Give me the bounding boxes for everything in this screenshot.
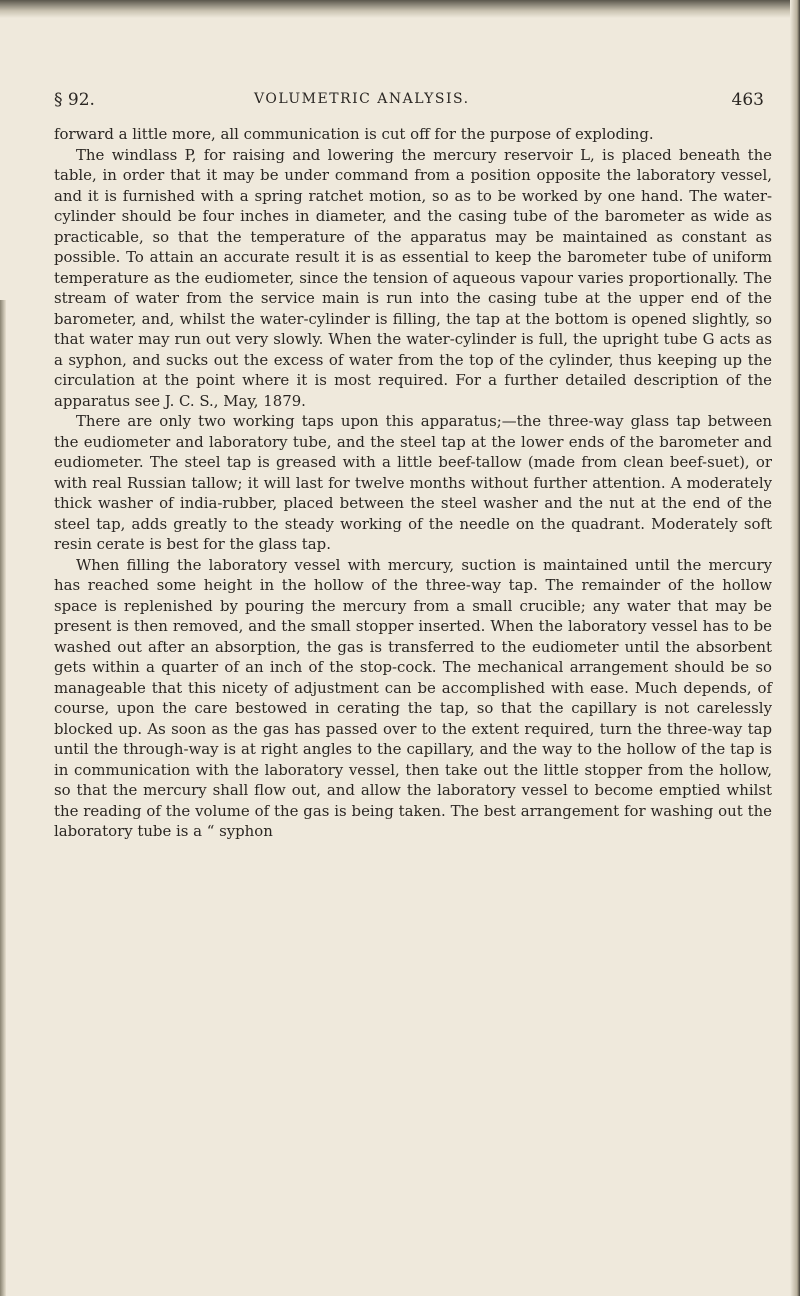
book-page — [54, 90, 772, 842]
page-number: 463 — [731, 90, 764, 110]
page-right-edge — [790, 0, 800, 1296]
paragraph: The windlass P, for raising and lowering the mercury reservoir L, is placed beneath the table, in order that it may be under command from a position opposite the laboratory vessel, and it is furnished with a spring ratchet motion, so as to be worked by one hand. The water-cylinder should be four inches in diameter, and the casing tube of the barometer as wide as practicable, so that the temperature of the apparatus may be maintained as constant as possible. To attain an accurate result it is as essential to keep the barometer tube of uniform temperature as the eudiometer, since the tension of aqueous vapour varies proportionally. The stream of water from the service main is run into the casing tube at the upper end of the barometer, and, whilst the water-cylinder is filling, the tap at the bottom is opened slightly, so that water may run out very slowly. When the water-cylinder is full, the upright tube G acts as a syphon, and sucks out the excess of water from the top of the cylinder, thus keeping up the circulation at the point where it is most required. For a further detailed description of the apparatus see J. C. S., May, 1879. — [54, 145, 772, 410]
running-header — [54, 90, 772, 114]
running-title: VOLUMETRIC ANALYSIS. — [254, 91, 470, 107]
page-left-edge — [0, 300, 6, 1296]
body-text — [54, 124, 772, 842]
paragraph: forward a little more, all communication is cut off for the purpose of exploding. — [54, 125, 654, 143]
page-top-shadow — [0, 0, 800, 18]
section-number: § 92. — [54, 90, 95, 110]
paragraph: When filling the laboratory vessel with mercury, suction is maintained until the mercury has reached some height in the hollow of the three-way tap. The remainder of the hollow space is replenished by pouring the mercury from a small crucible; any water that may be present is then removed, and the small stopper inserted. When the laboratory vessel has to be washed out after an absorption, the gas is transferred to the eudiometer until the absorbent gets within a quarter of an inch of the stop-cock. The mechanical arrangement should be so manageable that this nicety of adjustment can be accomplished with ease. Much depends, of course, upon the care bestowed in cerating the tap, so that the capillary is not carelessly blocked up. As soon as the gas has passed over to the extent required, turn the three-way tap until the through-way is at right angles to the capillary, and the way to the hollow of the tap is in communication with the laboratory vessel, then take out the little stopper from the hollow, so that the mercury shall flow out, and allow the laboratory vessel to become emptied whilst the reading of the volume of the gas is being taken. The best arrangement for washing out the laboratory tube is a “ syphon — [54, 555, 772, 840]
paragraph: There are only two working taps upon this apparatus;—the three-way glass tap between the eudiometer and laboratory tube, and the steel tap at the lower ends of the barometer and eudiometer. The steel tap is greased with a little beef-tallow (made from clean beef-suet), or with real Russian tallow; it will last for twelve months without further attention. A moderately thick washer of india-rubber, placed between the steel washer and the nut at the end of the steel tap, adds greatly to the steady working of the needle on the quadrant. Moderately soft resin cerate is best for the glass tap. — [54, 412, 772, 553]
